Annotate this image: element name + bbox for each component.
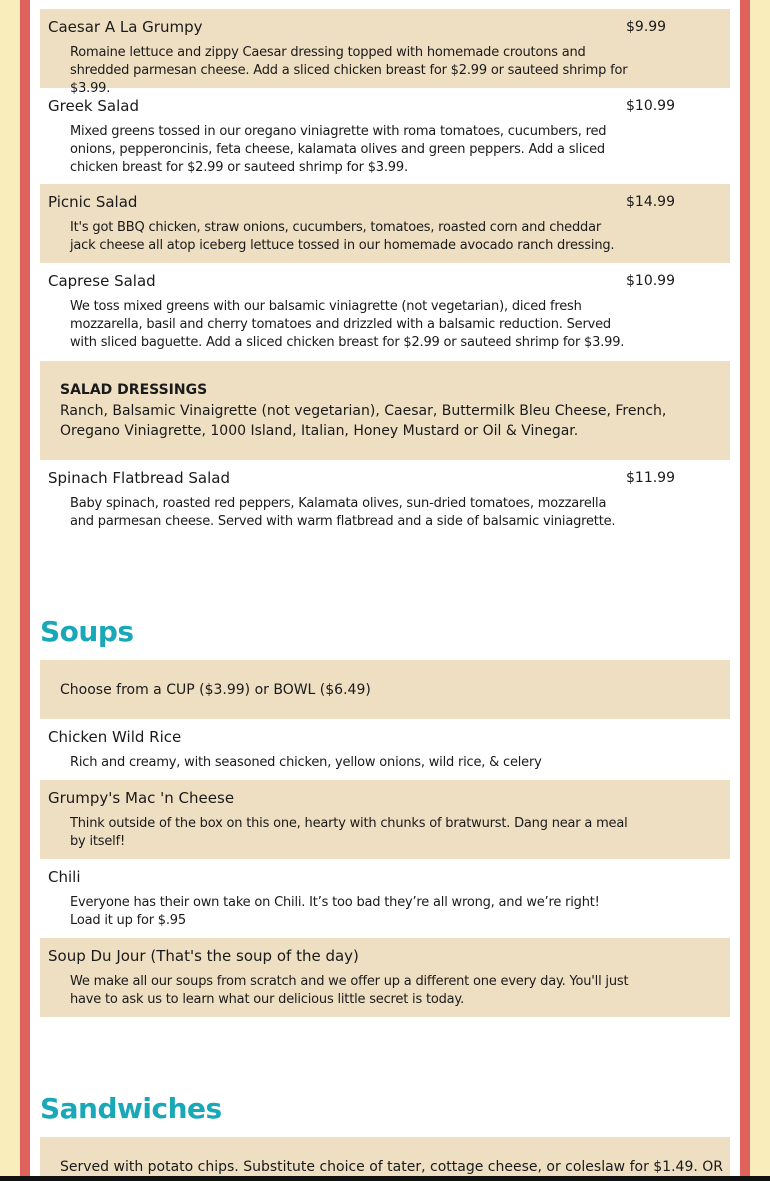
item-name: Grumpy's Mac 'n Cheese <box>48 789 235 807</box>
section-title-soups: Soups <box>40 615 134 648</box>
menu-item-picnic-salad <box>40 184 730 263</box>
salad-dressings-list: Ranch, Balsamic Vinaigrette (not vegetarian), Caesar, Buttermilk Bleu Cheese, French, Oregano Viniagrette, 1000 Island, Italian, Honey Mustard or Oil & Vinegar. <box>60 403 667 439</box>
menu-item-mac-n-cheese <box>40 780 730 859</box>
item-description: Everyone has their own take on Chili. It’s too bad they’re all wrong, and we’re right! Load it up for $.95 <box>70 895 600 928</box>
item-price: $10.99 <box>626 98 675 114</box>
item-name: Picnic Salad <box>48 193 138 211</box>
item-description: Baby spinach, roasted red peppers, Kalamata olives, sun-dried tomatoes, mozzarella and parmesan cheese. Served with warm flatbread and a side of balsamic viniagrette. <box>70 496 616 529</box>
item-price: $10.99 <box>626 273 675 289</box>
section-title-sandwiches: Sandwiches <box>40 1092 222 1125</box>
menu-page <box>30 0 740 1181</box>
sandwiches-notice-text: Served with potato chips. Substitute choice of tater, cottage cheese, or coleslaw for $1.49. OR <box>60 1159 724 1175</box>
item-name: Caesar A La Grumpy <box>48 18 203 36</box>
item-name: Soup Du Jour (That's the soup of the day) <box>48 947 359 965</box>
item-price: $14.99 <box>626 194 675 210</box>
menu-item-chili <box>40 859 730 938</box>
item-name: Greek Salad <box>48 97 139 115</box>
item-name: Chili <box>48 868 81 886</box>
item-name: Caprese Salad <box>48 272 156 290</box>
soups-size-notice <box>40 660 730 719</box>
menu-item-chicken-wild-rice <box>40 719 730 780</box>
soups-size-text: Choose from a CUP ($3.99) or BOWL ($6.49) <box>60 682 371 698</box>
salad-dressings-box <box>40 361 730 460</box>
item-price: $11.99 <box>626 470 675 486</box>
item-name: Chicken Wild Rice <box>48 728 182 746</box>
salad-dressings-heading: SALAD DRESSINGS <box>60 382 208 398</box>
item-description: Think outside of the box on this one, hearty with chunks of bratwurst. Dang near a meal by itself! <box>70 816 628 849</box>
menu-item-soup-du-jour <box>40 938 730 1017</box>
item-price: $9.99 <box>626 19 667 35</box>
item-description: We make all our soups from scratch and we offer up a different one every day. You'll just have to ask us to learn what our delicious little secret is today. <box>70 974 629 1007</box>
menu-item-spinach-flatbread-salad <box>40 460 730 540</box>
menu-item-greek-salad <box>40 88 730 184</box>
menu-item-caprese-salad <box>40 263 730 361</box>
menu-item-caesar <box>40 9 730 96</box>
item-description: Romaine lettuce and zippy Caesar dressing topped with homemade croutons and shredded parmesan cheese. Add a sliced chicken breast for $2.99 or sauteed shrimp for $3.99. <box>70 45 628 96</box>
sandwiches-notice <box>40 1137 730 1181</box>
item-description: We toss mixed greens with our balsamic viniagrette (not vegetarian), diced fresh mozzarella, basil and cherry tomatoes and drizzled with a balsamic reduction. Served with sliced baguette. Add a sliced chicken breast for $2.99 or sauteed shrimp for $3.99. <box>70 299 625 350</box>
item-description: Rich and creamy, with seasoned chicken, yellow onions, wild rice, & celery <box>70 755 542 770</box>
bottom-edge-bar <box>0 1176 770 1181</box>
item-description: Mixed greens tossed in our oregano viniagrette with roma tomatoes, cucumbers, red onions, pepperoncinis, feta cheese, kalamata olives and green peppers. Add a sliced chicken breast for $2.99 or sauteed shrimp for $3.99. <box>70 124 607 175</box>
item-name: Spinach Flatbread Salad <box>48 469 230 487</box>
item-description: It's got BBQ chicken, straw onions, cucumbers, tomatoes, roasted corn and cheddar jack cheese all atop iceberg lettuce tossed in our homemade avocado ranch dressing. <box>70 220 615 253</box>
